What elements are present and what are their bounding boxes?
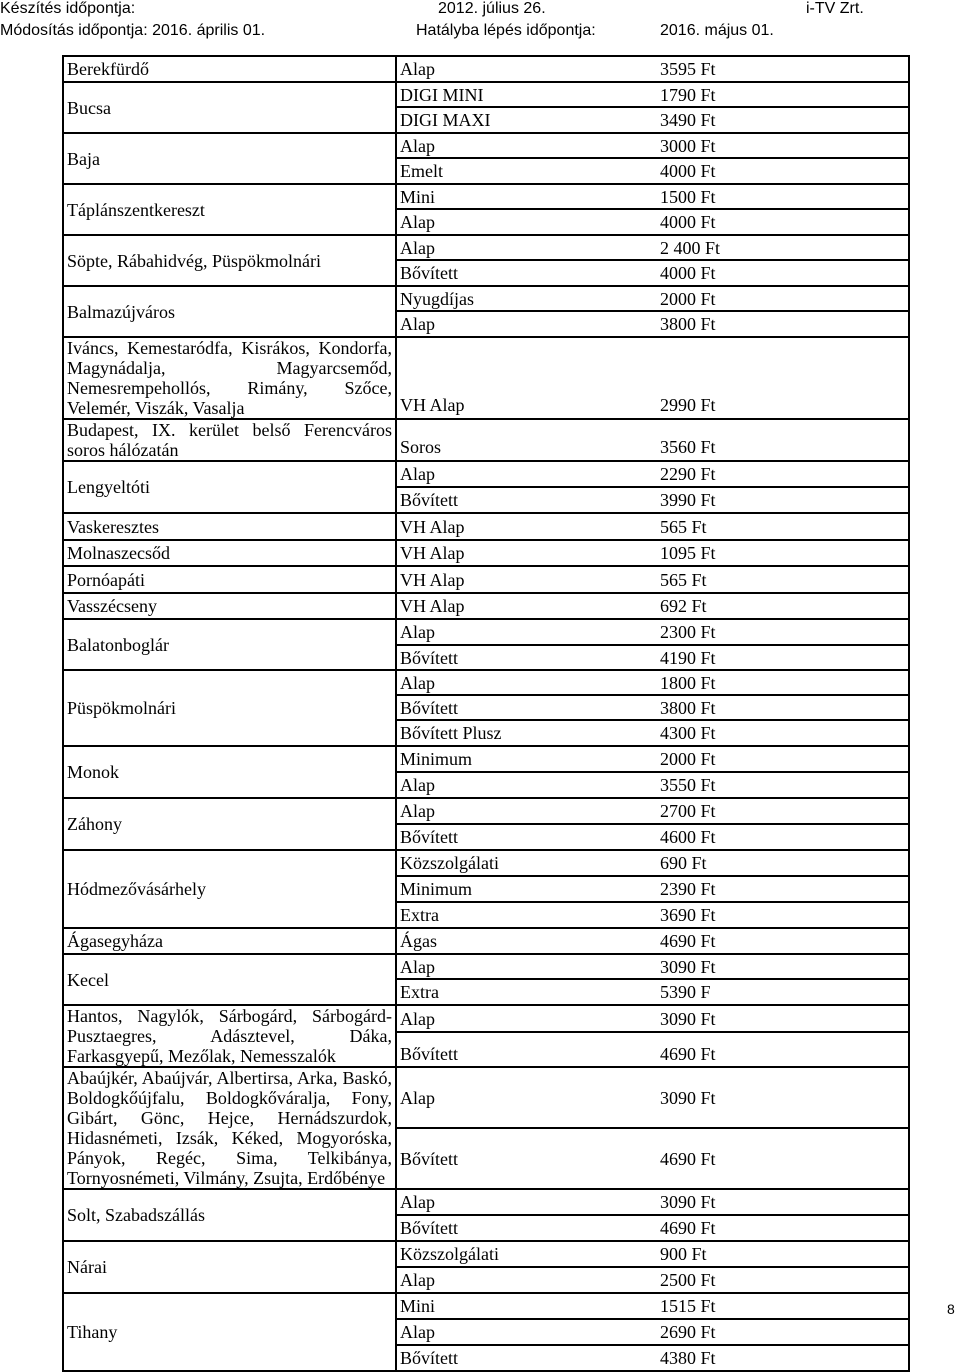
location-cell: Hantos, Nagylók, Sárbogárd, Sárbogárd-Pusztaegres, Adásztevel, Dáka, Farkasgyepű, Mezőlak, Nemesszalók [63,1005,396,1067]
package-cell: Alap [396,461,657,487]
price-cell: 3000 Ft [657,133,909,158]
location-cell: Baja [63,133,396,184]
header-effective-date: 2016. május 01. [660,22,774,39]
package-cell: Mini [396,184,657,209]
location-cell: Balmazújváros [63,286,396,337]
package-cell: VH Alap [396,513,657,540]
table-row [63,928,909,954]
location-cell: Budapest, IX. kerület belső Ferencváros soros hálózatán [63,419,396,461]
table-row [63,461,909,487]
price-cell: 3090 Ft [657,1189,909,1215]
package-cell: Alap [396,954,657,979]
price-cell: 2500 Ft [657,1267,909,1293]
package-cell: Bővített [396,824,657,850]
price-cell: 2690 Ft [657,1319,909,1345]
price-cell: 4690 Ft [657,1032,909,1067]
price-cell: 3990 Ft [657,487,909,513]
header-effective-label: Hatályba lépés időpontja: [416,22,596,39]
location-cell: Nárai [63,1241,396,1293]
package-cell: Minimum [396,876,657,902]
package-cell: Bővített [396,645,657,670]
table-row [63,619,909,645]
package-cell: Alap [396,1319,657,1345]
table-row [63,540,909,566]
price-cell: 3560 Ft [657,419,909,461]
table-row [63,798,909,824]
price-cell: 3090 Ft [657,954,909,979]
table-row [63,1067,909,1128]
price-cell: 2990 Ft [657,337,909,419]
price-cell: 4300 Ft [657,720,909,746]
package-cell: Alap [396,798,657,824]
package-cell: Alap [396,619,657,645]
table-row [63,56,909,82]
package-cell: Alap [396,311,657,337]
price-cell: 3090 Ft [657,1067,909,1128]
header-created-label: Készítés időpontja: [0,0,136,17]
price-cell: 1095 Ft [657,540,909,566]
package-cell: Extra [396,979,657,1005]
location-cell: Táplánszentkereszt [63,184,396,235]
header-company: i-TV Zrt. [806,0,864,17]
package-cell: Mini [396,1293,657,1319]
package-cell: Soros [396,419,657,461]
package-cell: DIGI MAXI [396,107,657,133]
location-cell: Iváncs, Kemestaródfa, Kisrákos, Kondorfa, Magynádalja, Magyarcsemőd, Nemesrempehollós, Rimány, Szőce, Velemér, Viszák, Vasalja [63,337,396,419]
package-cell: Alap [396,1005,657,1032]
package-cell: Alap [396,235,657,260]
package-cell: Extra [396,902,657,928]
package-cell: Emelt [396,158,657,184]
price-cell: 565 Ft [657,566,909,593]
price-cell: 4000 Ft [657,260,909,286]
price-cell: 692 Ft [657,593,909,619]
location-cell: Pornóapáti [63,566,396,593]
price-cell: 4000 Ft [657,209,909,235]
price-cell: 2300 Ft [657,619,909,645]
price-cell: 4690 Ft [657,1215,909,1241]
location-cell: Tihany [63,1293,396,1371]
price-cell: 3800 Ft [657,695,909,720]
package-cell: Alap [396,772,657,798]
location-cell: Monok [63,746,396,798]
price-cell: 4690 Ft [657,1128,909,1189]
price-cell: 3800 Ft [657,311,909,337]
table-row [63,670,909,695]
price-cell: 4600 Ft [657,824,909,850]
table-row [63,746,909,772]
package-cell: Alap [396,1267,657,1293]
package-cell: Alap [396,1189,657,1215]
page-number: 8 [947,1301,955,1317]
table-row [63,82,909,107]
table-row [63,1293,909,1319]
price-cell: 3595 Ft [657,56,909,82]
location-cell: Vasszécseny [63,593,396,619]
package-cell: Bővített [396,1215,657,1241]
price-cell: 2390 Ft [657,876,909,902]
package-cell: Alap [396,209,657,235]
price-table [62,55,910,1372]
price-cell: 2700 Ft [657,798,909,824]
package-cell: Alap [396,670,657,695]
price-cell: 3090 Ft [657,1005,909,1032]
price-cell: 2290 Ft [657,461,909,487]
package-cell: Bővített [396,260,657,286]
table-row [63,954,909,979]
package-cell: VH Alap [396,566,657,593]
table-row [63,286,909,311]
location-cell: Kecel [63,954,396,1005]
price-cell: 2000 Ft [657,286,909,311]
package-cell: Alap [396,1067,657,1128]
price-cell: 1515 Ft [657,1293,909,1319]
location-cell: Ágasegyháza [63,928,396,954]
table-row [63,337,909,419]
price-cell: 5390 F [657,979,909,1005]
location-cell: Záhony [63,798,396,850]
table-row [63,184,909,209]
price-cell: 2 400 Ft [657,235,909,260]
package-cell: Minimum [396,746,657,772]
price-cell: 3490 Ft [657,107,909,133]
price-cell: 565 Ft [657,513,909,540]
location-cell: Püspökmolnári [63,670,396,746]
price-cell: 1790 Ft [657,82,909,107]
table-row [63,1241,909,1267]
price-cell: 4000 Ft [657,158,909,184]
location-cell: Lengyeltóti [63,461,396,513]
package-cell: Alap [396,56,657,82]
package-cell: Közszolgálati [396,1241,657,1267]
price-cell: 900 Ft [657,1241,909,1267]
table-row [63,1005,909,1032]
location-cell: Molnaszecsőd [63,540,396,566]
package-cell: Bővített [396,487,657,513]
header-created-date: 2012. július 26. [438,0,546,17]
table-row [63,1189,909,1215]
package-cell: VH Alap [396,593,657,619]
table-row [63,133,909,158]
price-cell: 690 Ft [657,850,909,876]
price-cell: 1800 Ft [657,670,909,695]
price-cell: 4190 Ft [657,645,909,670]
price-cell: 4380 Ft [657,1345,909,1371]
package-cell: Bővített [396,1032,657,1067]
table-row [63,235,909,260]
table-row [63,566,909,593]
table-row [63,513,909,540]
package-cell: Ágas [396,928,657,954]
location-cell: Vaskeresztes [63,513,396,540]
table-row [63,593,909,619]
location-cell: Balatonboglár [63,619,396,670]
package-cell: Alap [396,133,657,158]
price-cell: 4690 Ft [657,928,909,954]
price-cell: 1500 Ft [657,184,909,209]
package-cell: Közszolgálati [396,850,657,876]
location-cell: Abaújkér, Abaújvár, Albertirsa, Arka, Baskó, Boldogkőújfalu, Boldogkőváralja, Fony, Gibárt, Gönc, Hejce, Hernádszurdok, Hidasnémeti, Izsák, Kéked, Mogyoróska, Pányok, Regéc, Sima, Telkibánya, Tornyosnémeti, Vilmány, Zsujta, Erdőbénye [63,1067,396,1189]
package-cell: Bővített [396,1128,657,1189]
package-cell: DIGI MINI [396,82,657,107]
location-cell: Hódmezővásárhely [63,850,396,928]
package-cell: VH Alap [396,540,657,566]
table-row [63,419,909,461]
price-cell: 3690 Ft [657,902,909,928]
price-cell: 3550 Ft [657,772,909,798]
package-cell: Bővített [396,695,657,720]
package-cell: Nyugdíjas [396,286,657,311]
location-cell: Berekfürdő [63,56,396,82]
package-cell: Bővített Plusz [396,720,657,746]
table-row [63,850,909,876]
location-cell: Solt, Szabadszállás [63,1189,396,1241]
package-cell: VH Alap [396,337,657,419]
package-cell: Bővített [396,1345,657,1371]
header-modified: Módosítás időpontja: 2016. április 01. [0,22,266,39]
price-cell: 2000 Ft [657,746,909,772]
location-cell: Söpte, Rábahidvég, Püspökmolnári [63,235,396,286]
location-cell: Bucsa [63,82,396,133]
